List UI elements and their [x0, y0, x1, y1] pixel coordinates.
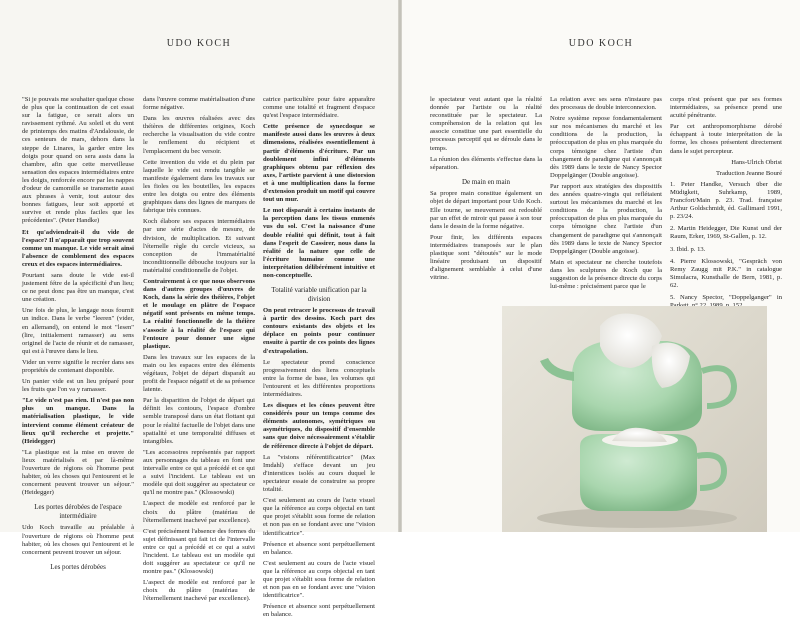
paragraph: C'est précisément l'absence des formes du sujet définissant qui fait ici de l'intervalle entre ce qui a précédé et ce qui a suivi l'incident. Le tableau est un modèle qui doit suggérer au spectateur ce qu'il ne montre pas." (Klossowski)	[143, 527, 255, 576]
paragraph: Sa propre main constitue également un objet de départ important pour Udo Koch. Elle tourne, se meuvement est redoublé par un effet de miroir qui passe à son tour dans le dessin de la forme négative.	[430, 190, 542, 230]
teapot-sculpture-icon	[502, 306, 767, 532]
paragraph: catrice particulière pour faire apparaître comme une totalité et fragment d'espace qu'est l'espace intermédiaire.	[263, 96, 375, 120]
left-column-1	[22, 96, 134, 571]
footnote: 2. Martin Heidegger, Die Kunst und der Raum, Erker, 1969, St-Gallen, p. 12.	[670, 225, 782, 241]
footnote: 4. Pierre Klossowski, "Gespräch von Remy Zaugg mit P.K." in catalogue Simulacra, Kunsthalle de Bern, 1981, p. 62.	[670, 257, 782, 289]
right-page	[402, 0, 800, 532]
paragraph: Vider un verre signifie le recréer dans ses propriétés de contenant disponible.	[22, 358, 134, 374]
paragraph: Les disques et les cônes peuvent être considérés pour un temps comme des éléments autonomes, symétriques ou asymétriques, du dispositif d'ensemble sans que doive nécessairement s'établir de référence directe à l'objet de départ.	[263, 402, 375, 450]
paragraph: Dans les travaux sur les espaces de la main ou les espaces entre des éléments végétaux, l'objet de départ disparaît au profit de l'espace négatif et de sa présence latente.	[143, 353, 255, 394]
paragraph: Cette présence de synecdoque se manifeste aussi dans les œuvres à deux dimensions, réalisées essentiellement à partir d'éléments d'écriture. Par un doublement infini d'éléments graphiques obtenu par réflexion des axes, l'artiste parvient à une distorsion et à une multiplication dans la forme d'extension produit un motif qui couvre tout un mur.	[263, 123, 375, 204]
paragraph: Le spectateur prend conscience progressivement des liens conceptuels entre la forme de base, les volumes qui l'entourent et les différentes proportions intermédiaires.	[263, 358, 375, 398]
left-page	[0, 0, 398, 619]
paragraph: Par rapport aux stratégies des dispositifs des années quatre-vingts qui reflétaient surtout les mécanismes du marché et les conditions de la production, la préoccupation de plus en plus marquée du corps témoigne chez l'artiste d'un changement de paradigme qui s'annonçait dès 1989 dans le texte de Nancy Spector Doppelgänger (Double angoisse).	[550, 182, 662, 255]
footnote: 1. Peter Handke, Versuch über die Müdigkeit, Suhrkamp, 1989, Francfort/Main p. 23. Trad. française Arthur Goldschmidt, éd. Gallimard 1991, p. 23/24.	[670, 180, 782, 221]
paragraph: "Le vide n'est pas rien. Il n'est pas non plus un manque. Dans la matérialisation plastique, le vide intervient comme élément créateur de lieux qu'il recherche et projette." (Heidegger)	[22, 397, 134, 445]
paragraph: "La plastique est la mise en œuvre de lieux matérialisés et par là-même l'ouverture de régions où l'homme peut habiter, où les choses qui l'entourent et le concernent peuvent trouver un séjour." (Heidegger)	[22, 448, 134, 497]
running-head-left: UDO KOCH	[166, 38, 232, 49]
paragraph: Notre système repose fondamentalement sur nos mécanismes du marché et les conditions de la production, la préoccupation de plus en plus marquée du corps témoigne chez l'artiste d'un changement de paradigme qui s'annonçait dès 1989 dans le texte de Nancy Spector Doppelgänger (Double angoisse).	[550, 115, 662, 179]
signature: Hans-Ulrich Obrist	[731, 158, 782, 166]
paragraph: La relation avec ses sens n'instaure pas des processus de double interconnexion.	[550, 96, 662, 112]
paragraph: "Les accessoires représentés par rapport aux personnages du tableau en font une intervalle entre ce qui a précédé et ce qui a suivi l'incident. Le tableau est un modèle qui doit suggérer au spectateur ce qu'il ne montre pas." (Klossowski)	[143, 448, 255, 497]
paragraph: La réunion des éléments s'effectue dans la séparation.	[430, 155, 542, 171]
paragraph: On peut retracer le processus de travail à partir des dessins. Koch part des contours existants des objets et les déplace en points pour continuer ensuite à partir de ces points des lignes d'extrapolation.	[263, 307, 375, 355]
paragraph: Une fois de plus, le langage nous fournit un indice. Dans le verbe "leeren" (vider, en allemand), on entend le mot "lesen" (lire, initialement ramasser) au sens originel de l'acte de réunir et de ramasser, qui est à l'œuvre dans le lieu.	[22, 307, 134, 355]
paragraph: Par la disparition de l'objet de départ qui définit les contours, l'espace d'ombre semble transposé dans un état flottant qui pour le réalité factuelle de l'objet dans une spatialité et une temporalité diffuses et intangibles.	[143, 397, 255, 445]
running-head-right: UDO KOCH	[568, 38, 634, 49]
right-column-2	[550, 96, 662, 304]
right-column-3	[670, 96, 782, 304]
paragraph: Koch élabore ses espaces intermédiaires par une série d'actes de mesure, de division, de multiplication. Et suivant l'éternelle règle du cercle vicieux, sa conception de l'immatérialité inconditionnelle débouche toujours sur la matérialité conditionnelle de l'objet.	[143, 218, 255, 274]
paragraph: C'est seulement au cours de l'acte visuel que la référence au corps objectal en tant que projet s'établit sous forme de relation et non pas en se fondant avec une "vision identificatrice".	[263, 497, 375, 537]
paragraph: Présence et absence sont perpétuellement en balance.	[263, 603, 375, 619]
paragraph: Contrairement à ce que nous observons dans d'autres groupes d'œuvres de Koch, dans la série des théières, l'objet et le moulage en plâtre de l'espace négatif sont présents en même temps. La réalité fonctionnelle de la théière s'associe à la réalité de l'espace qui l'entoure pour donner une signe plastique.	[143, 277, 255, 350]
paragraph: dans l'œuvre comme matérialisation d'une forme négative.	[143, 96, 255, 112]
paragraph: Main et spectateur ne cherche toutefois dans les sculptures de Koch que la suggestion de la présence directe du corps lui-même : précisément parce que le	[550, 258, 662, 291]
paragraph: L'aspect de modèle est renforcé par le choix du plâtre (matériau de l'éternellement inachevé par excellence).	[143, 579, 255, 603]
paragraph: La "visions référentificatrice" (Max Imdahl) s'efface devant un jeu d'interstices isolés au cours duquel le spectateur essaie de construire sa propre totalité.	[263, 453, 375, 494]
paragraph: Pourtant sans doute le vide est-il justement fétre de la spécificité d'un lieu; ce ne peut donc pas être un manque, c'est une création.	[22, 271, 134, 304]
footnote: 3. Ibid. p. 13.	[670, 245, 706, 253]
paragraph: C'est seulement au cours de l'acte visuel que la référence au corps objectal en tant que projet s'établit sous forme de relation et non pas en se fondant avec une "vision identificatrice".	[263, 559, 375, 600]
left-column-3	[263, 96, 375, 619]
left-column-2	[143, 96, 255, 603]
paragraph: L'aspect de modèle est renforcé par le choix du plâtre (matériau de l'éternellement inachevé par excellence).	[143, 500, 255, 524]
paragraph: corps n'est présent que par ses formes intermédiaires, sa présence prend une acuité pénétrante.	[670, 96, 782, 120]
section-heading: Totalité variable unification par la division	[271, 286, 367, 303]
paragraph: Un panier vide est un lieu préparé pour les fruits que l'on va y ramasser.	[22, 378, 134, 394]
translator-credit: Traduction Jeanne Bouré	[715, 169, 782, 177]
paragraph: Présence et absence sont perpétuellement en balance.	[263, 540, 375, 556]
paragraph: Dans les œuvres réalisées avec des théières de différentes origines, Koch recherche la visualisation du vide contre le renflement du récipient et l'emplacement du bec versoir.	[143, 115, 255, 155]
paragraph: Et qu'adviendrait-il du vide de l'espace? Il n'apparaît que trop souvent comme un manque. Le vide serait ainsi l'absence de comblement des espaces creux et des espaces intermédiaires.	[22, 228, 134, 268]
paragraph: Cette invention du vide et du plein par laquelle le vide est rendu tangible se manifeste également dans les travaux sur les fioles ou les bouteilles, les espaces entre les doigts ou entre des éléments graphiques dans des lignes de marques de fabrique très connues.	[143, 158, 255, 215]
paragraph: Pour finir, les différents espaces intermédiaires transposés sur le plan plastique sont "détoutés" sur le mode linéaire produisant un dispositif d'alignement semblable à celui d'une vitrine.	[430, 233, 542, 282]
paragraph: le spectateur veut autant que la réalité donnée par l'artiste ou la réalité reconstituée par le spectateur. La compréhension de la relation qui les associe constitue une part essentielle du processus perceptif qui se déroule dans le temps.	[430, 96, 542, 152]
section-heading: Les portes dérobées	[50, 562, 106, 571]
paragraph: "Si je pouvais me souhaiter quelque chose de plus que la continuation de cet essai sur la fatigue, ce serait alors un ravissement rythmé. Au soleil et du vent de printemps des matins d'Andalousie, de ces senteurs de mars, dehors dans la steppe de Linares, la garder entre les doigts pour quand on sera assis dans la chambre, afin que cette merveilleuse sensation des espaces intermédiaires entre les doigts, renforcée encore par les nappes d'odeur de camomille se transmette aussi aux phrases à venir, tout autour des bonnes fatigues, leur soit apporté et survive et rende plus faciles que les précédentes". (Peter Handke)	[22, 96, 134, 225]
footnote: 5. Nancy Spector, "Doppelganger" in	[670, 293, 782, 301]
paragraph: Par cet anthropomorphisme dérobé échappant à toute interprétation de la forme, les choses présentent directement dans le sujet percepteur.	[670, 123, 782, 155]
paragraph: Le mot disparaît à certains instants de la perception dans les tissus enmenés vus du sol. C'est la naissance d'une double réalité qui définit, tout à fait dans l'esprit de Cassirer, nous dans la réalité de la nature que celle de l'écriture humaine comme une interprétation délibérément intuitive et non-conceptuelle.	[263, 207, 375, 279]
paragraph: Udo Koch travaille au préalable à l'ouverture de régions où l'homme peut habiter, où les choses qui l'entourent et le concernent peuvent trouver un séjour.	[22, 524, 134, 556]
section-heading: De main en main	[461, 177, 510, 186]
teapot-sculpture-image	[502, 306, 767, 532]
section-heading: Les portes dérobées de l'espace intermédiaire	[34, 503, 122, 520]
right-column-1	[430, 96, 542, 304]
